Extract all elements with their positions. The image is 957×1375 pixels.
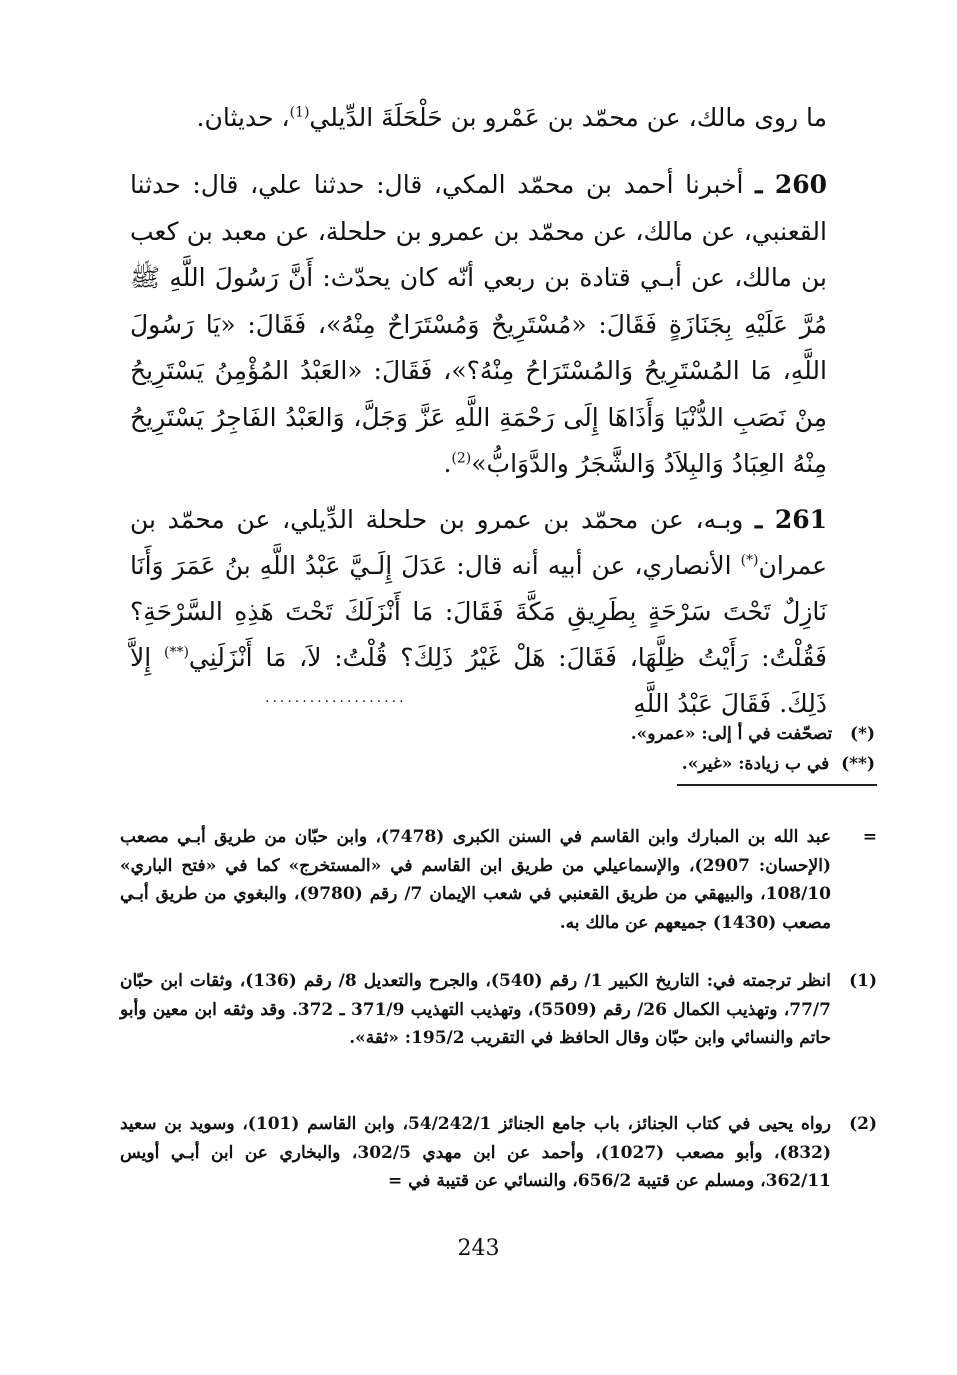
hadith-text: إِلاَّ ذَلِكَ. فَقَالَ عَبْدُ اللَّهِ: [130, 643, 827, 718]
note-ref-double-star: (**): [163, 644, 189, 661]
hadith-text: الأنصاري، عن أبيه أنه قال: عَدَلَ إِلَـيَّ عَبْدُ اللَّهِ بنُ عَمَرَ وَأَنَا نَازِلٌ تَحْتَ سَرْحَةٍ بِطَرِيقِ مَكَّةَ فَقَالَ: مَا أَنْزَلَكَ تَحْتَ هَذِهِ السَّرْحَةِ؟ فَقُلْتُ: رَأَيْتُ ظِلَّهَا، فَقَالَ: هَلْ غَيْرُ ذَلِكَ؟ قُلْتُ: لاَ، مَا أَنْزَلَنِي: [130, 551, 828, 672]
footnote-separator: [677, 784, 877, 786]
variant-note-1: [631, 722, 875, 746]
footnote-1: [120, 967, 877, 1053]
note-ref-star: (*): [740, 552, 759, 569]
footnote-marker: =: [862, 827, 877, 847]
footnote-2: [120, 1110, 877, 1196]
hadith-end: .: [443, 449, 452, 478]
footnote-text: رواه يحيى في كتاب الجنائز، باب جامع الجنائز 54/242/1، وابن القاسم (101)، وسويد بن سعيد (832)، وأبو مصعب (1027)، وأحمد عن ابن مهدي 302/5، والبخاري عن ابن أبـي أويس 362/11، ومسلم عن قتيبة 656/2، والنسائي عن قتيبة في =: [120, 1114, 831, 1191]
hadith-text: أخبرنا أحمد بن محمّد المكي، قال: حدثنا علي، قال: حدثنا القعنبي، عن مالك، عن محمّد بن عمرو بن حلحلة، عن معبد بن كعب بن مالك، عن أبـي قتادة بن ربعي أنّه كان يحدّث: أَنَّ رَسُولَ اللَّهِ ﷺ مُرَّ عَلَيْهِ بِجَنَازَةٍ فَقَالَ: «مُسْتَرِيحٌ وَمُسْتَرَاحٌ مِنْهُ»، فَقَالَ: «يَا رَسُولَ اللَّهِ، مَا المُسْتَرِيحُ وَالمُسْتَرَاحُ مِنْهُ؟»، فَقَالَ: «العَبْدُ المُؤْمِنُ يَسْتَرِيحُ مِنْ نَصَبِ الدُّنْيَا وَأَذَاهَا إِلَى رَحْمَةِ اللَّهِ عَزَّ وَجَلَّ، وَالعَبْدُ الفَاجِرُ يَسْتَرِيحُ مِنْهُ العِبَادُ وَالبِلاَدُ وَالشَّجَرُ والدَّوَابُّ»: [130, 170, 827, 478]
footnote-text: انظر ترجمته في: التاريخ الكبير 1/ رقم (540)، والجرح والتعديل 8/ رقم (136)، وثقات ابن حبّان 77/7، وتهذيب الكمال 26/ رقم (5509)، وتهذيب التهذيب 371/9 ـ 372. وقد وثقه ابن معين وأبو حاتم والنسائي وابن حبّان وقال الحافظ في التقريب 195/2: «ثقة».: [120, 971, 831, 1048]
page-number: 243: [457, 1236, 500, 1261]
footnote-text: عبد الله بن المبارك وابن القاسم في السنن الكبرى (7478)، وابن حبّان من طريق أبـي مصعب (الإحسان: 2907)، والإسماعيلي من طريق ابن القاسم في «المستخرج» كما في «فتح الباري» 108/10، والبيهقي من طريق القعنبي في شعب الإيمان 7/ رقم (9780)، والبغوي من طريق أبـي مصعب (1430) جميعهم عن مالك به.: [120, 827, 832, 933]
continuation-dots: ...................: [265, 690, 407, 706]
footnote-ref-2: (2): [451, 450, 472, 467]
intro-text: ما روى مالك، عن محمّد بن عَمْرو بن حَلْحَلَةَ الدِّيلي: [309, 103, 827, 132]
footnote-marker: (2): [849, 1114, 877, 1134]
note-marker: (*): [850, 724, 875, 744]
hadith-260: [130, 162, 827, 488]
chapter-intro: [130, 100, 827, 136]
footnote-marker: (1): [849, 971, 877, 991]
hadith-number: 260 ـ: [755, 170, 827, 199]
hadith-number: 261 ـ: [755, 505, 827, 534]
note-text: في ب زيادة: «غير».: [681, 754, 830, 774]
intro-text-end: ، حديثان.: [196, 103, 290, 132]
variant-note-2: [682, 752, 875, 776]
note-text: تصحّفت في أ إلى: «عمرو».: [630, 724, 833, 744]
hadith-text: وبـه، عن محمّد بن عمرو بن حلحلة الدِّيلي، عن محمّد بن عمران: [130, 505, 827, 580]
note-marker: (**): [841, 754, 875, 774]
footnote-continuation: [120, 823, 877, 937]
footnote-ref-1: (1): [289, 104, 310, 121]
